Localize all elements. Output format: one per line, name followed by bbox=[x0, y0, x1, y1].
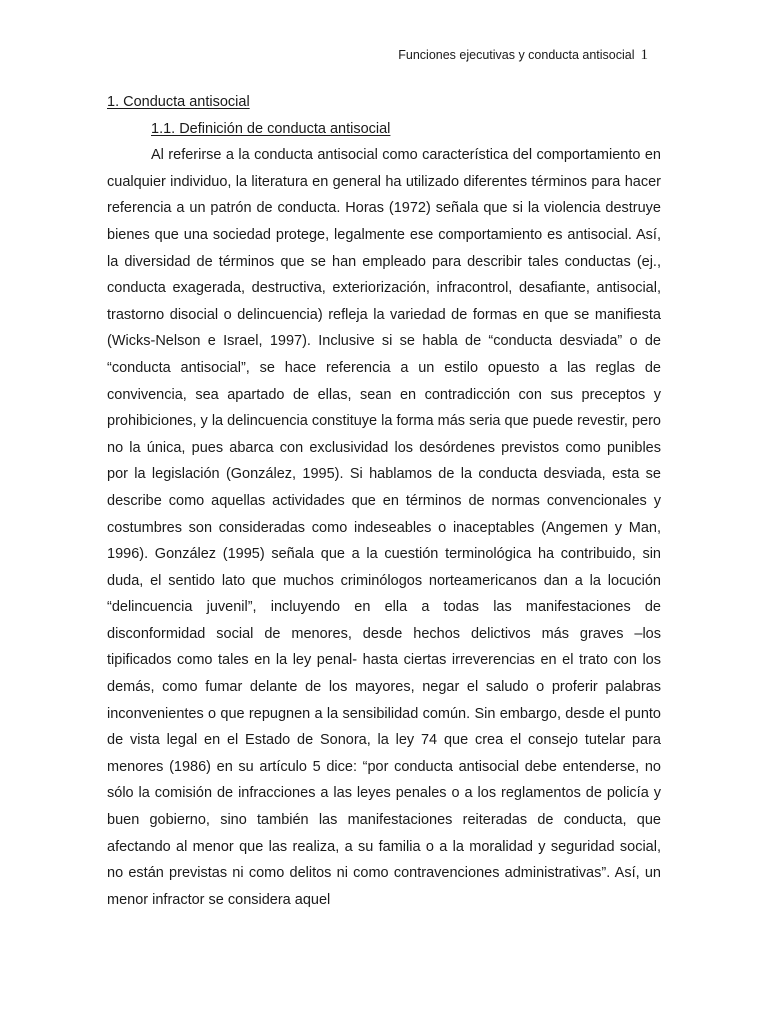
document-body bbox=[107, 89, 661, 913]
running-header bbox=[398, 46, 648, 64]
section-heading: 1. Conducta antisocial bbox=[107, 94, 250, 110]
running-title: Funciones ejecutivas y conducta antisocial bbox=[398, 48, 635, 62]
page-number: 1 bbox=[640, 47, 648, 63]
subsection-heading: 1.1. Definición de conducta antisocial bbox=[151, 120, 391, 137]
body-paragraph: Al referirse a la conducta antisocial como característica del comportamiento en cualquier individuo, la literatura en general ha utilizado diferentes términos para hacer referencia a un patrón de conducta. Horas (1972) señala que si la violencia destruye bienes que una sociedad protege, legalmente ese comportamiento es antisocial. Así, la diversidad de términos que se han empleado para describir tales conductas (ej., conducta exagerada, destructiva, exteriorización, infracontrol, desafiante, antisocial, trastorno disocial o delincuencia) refleja la variedad de formas en que se manifiesta (Wicks-Nelson e Israel, 1997). Inclusive si se habla de “conducta desviada” o de “conducta antisocial”, se hace referencia a un estilo opuesto a las reglas de convivencia, sea apartado de ellas, sean en contradicción con sus preceptos y prohibiciones, y la delincuencia constituye la forma más seria que puede revestir, pero no la única, pues abarca con exclusividad los desórdenes previstos como punibles por la legislación (González, 1995). Si hablamos de la conducta desviada, esta se describe como aquellas actividades que en términos de normas convencionales y costumbres son consideradas como indeseables o inaceptables (Angemen y Man, 1996). González (1995) señala que a la cuestión terminológica ha contribuido, sin duda, el sentido lato que muchos criminólogos norteamericanos dan a la locución “delincuencia juvenil”, incluyendo en ella a todas las manifestaciones de disconformidad social de menores, desde hechos delictivos más graves –los tipificados como tales en la ley penal- hasta ciertas irreverencias en el trato con los demás, como fumar delante de los mayores, negar el saludo o proferir palabras inconvenientes o que repugnen a la sensibilidad común. Sin embargo, desde el punto de vista legal en el Estado de Sonora, la ley 74 que crea el consejo tutelar para menores (1986) en su artículo 5 dice: “por conducta antisocial debe entenderse, no sólo la comisión de infracciones a las leyes penales o a los reglamentos de policía y buen gobierno, sino también las manifestaciones reiteradas de conducta, que afectando al menor que las realiza, a su familia o a la moralidad y seguridad social, no están previstas ni como delitos ni como contravenciones administrativas”. Así, un menor infractor se considera aquel bbox=[107, 147, 661, 908]
